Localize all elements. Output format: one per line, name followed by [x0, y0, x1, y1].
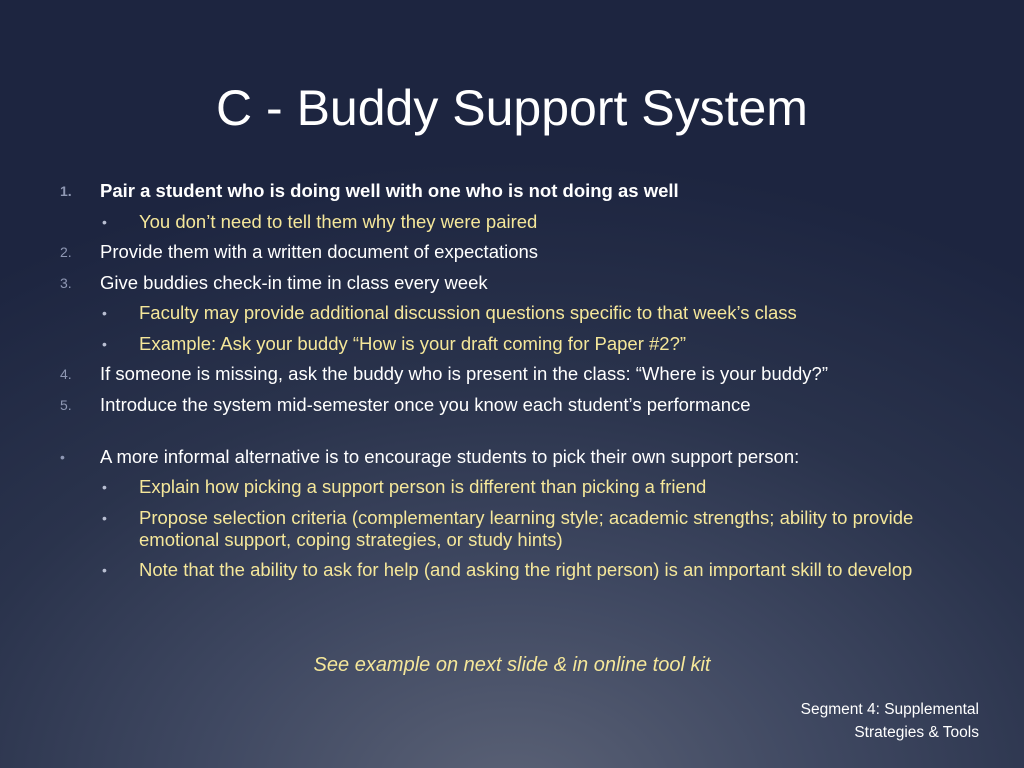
bullet-icon: • — [102, 562, 107, 578]
sub-list-item — [60, 507, 980, 551]
sub-list-item-text: Explain how picking a support person is different than picking a friend — [139, 476, 707, 497]
bullet-icon: • — [102, 335, 107, 352]
sub-list-item-text: Example: Ask your buddy “How is your draft coming for Paper #2?” — [139, 332, 687, 354]
list-item-text: A more informal alternative is to encourage students to pick their own support person: — [100, 445, 800, 467]
list-number: 3. — [60, 274, 72, 291]
list-item — [60, 272, 980, 294]
list-item-text: Pair a student who is doing well with one who is not doing as well — [100, 180, 679, 201]
sub-list-item — [60, 333, 980, 355]
sub-list-item — [60, 476, 980, 498]
bullet-icon: • — [102, 213, 107, 230]
bullet-icon: • — [102, 509, 107, 526]
list-item-text: Give buddies check-in time in class every week — [100, 271, 488, 293]
sub-list-item — [60, 559, 980, 581]
sub-list-item — [60, 302, 980, 324]
footnote: See example on next slide & in online tool kit — [313, 654, 711, 676]
bullet-icon: • — [102, 479, 107, 495]
bullet-icon: • — [102, 305, 107, 321]
list-item — [60, 241, 980, 263]
list-item-text: If someone is missing, ask the buddy who is present in the class: “Where is your buddy?” — [100, 363, 829, 384]
list-item — [60, 446, 980, 468]
sub-list-item-text: Note that the ability to ask for help (and asking the right person) is an important skill to develop — [139, 559, 913, 580]
list-item — [60, 180, 980, 202]
segment-label — [801, 698, 979, 744]
list-item — [60, 394, 980, 416]
slide-content — [60, 180, 980, 581]
list-number: 1. — [60, 183, 72, 199]
list-number: 4. — [60, 366, 72, 382]
sub-list-item-text: You don’t need to tell them why they were paired — [139, 210, 538, 232]
segment-line-2: Strategies & Tools — [854, 724, 979, 741]
list-number: 5. — [60, 396, 72, 413]
list-item-text: Introduce the system mid-semester once you know each student’s performance — [100, 393, 751, 415]
bullet-icon: • — [60, 448, 65, 465]
slide-title: C - Buddy Support System — [216, 80, 808, 136]
segment-line-1: Segment 4: Supplemental — [800, 701, 979, 718]
sub-list-item-text: Faculty may provide additional discussion questions specific to that week’s class — [139, 302, 797, 323]
list-item — [60, 363, 980, 385]
sub-list-item — [60, 211, 980, 233]
list-item-text: Provide them with a written document of expectations — [100, 241, 539, 262]
list-number: 2. — [60, 244, 72, 260]
sub-list-item-text: Propose selection criteria (complementary learning style; academic strengths; ability to provide emotional support, coping strategies, or study hints) — [139, 506, 914, 550]
